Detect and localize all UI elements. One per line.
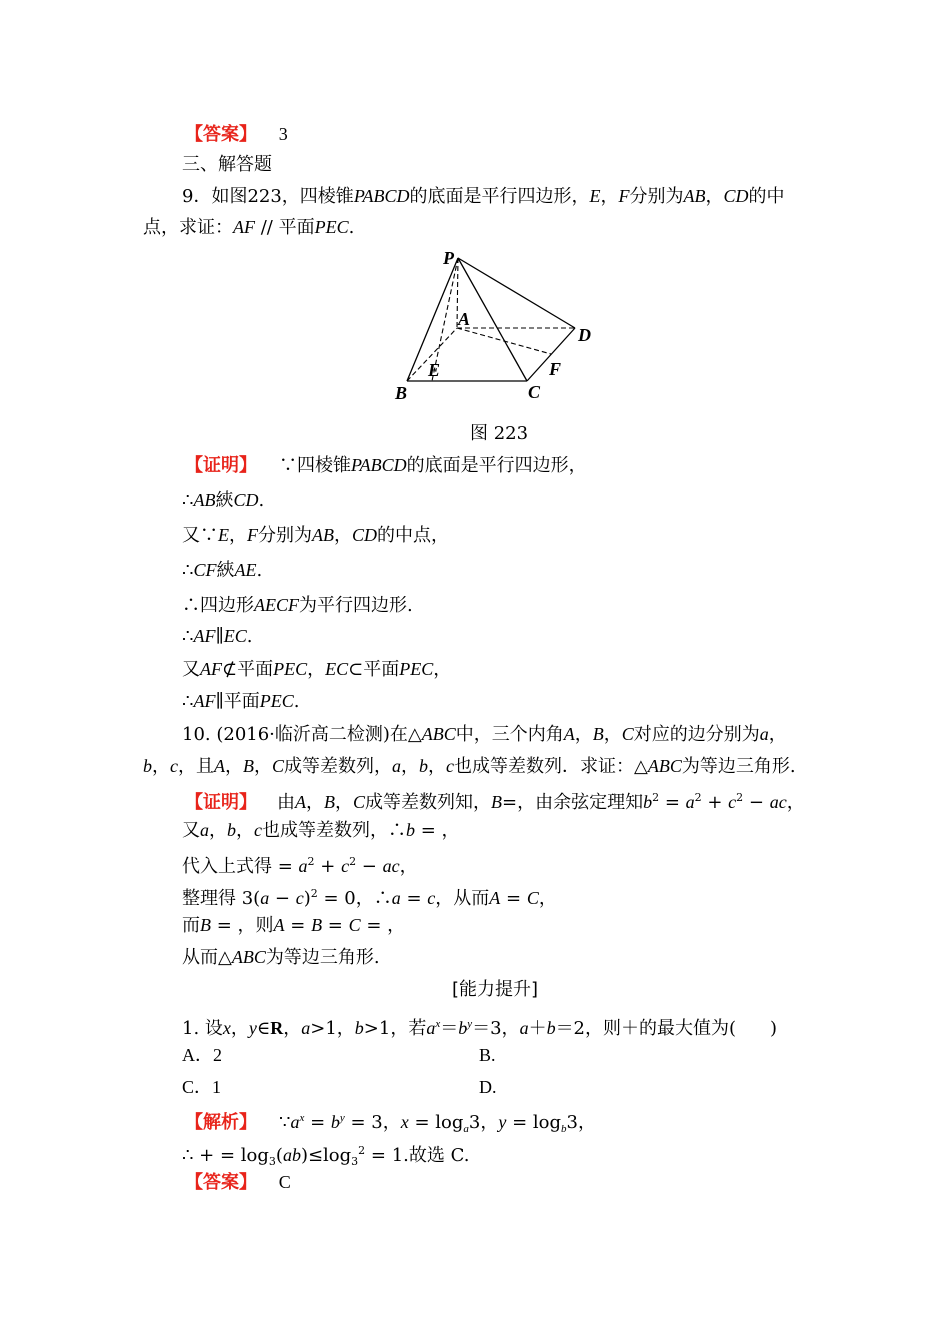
- proof-text: 为平行四边形.: [299, 595, 413, 616]
- proof9-line-7: [182, 657, 451, 682]
- proof-text: ⊂平面: [348, 659, 400, 680]
- analysis-line-2: [182, 1139, 469, 1174]
- q1-var: y: [248, 1018, 257, 1038]
- q10-text: ，: [401, 756, 420, 777]
- proof-tag: 【证明】: [185, 792, 257, 813]
- proof-text: ，: [335, 792, 353, 813]
- proof-var: B: [200, 915, 211, 935]
- proof-text: −: [269, 888, 296, 909]
- analysis-var: a: [290, 1112, 300, 1132]
- proof-var: AF: [193, 626, 216, 646]
- question-9-line-2: [143, 215, 354, 240]
- q1-var: a: [426, 1018, 436, 1038]
- proof-text: =: [284, 915, 312, 936]
- analysis-text: = log: [506, 1112, 562, 1133]
- label-A: A: [458, 309, 471, 329]
- analysis-text: 3，: [468, 1112, 499, 1133]
- q10-var: ABC: [647, 756, 682, 776]
- proof-var: PEC: [399, 659, 434, 679]
- analysis-sub: b: [561, 1123, 567, 1135]
- option-b: B.: [479, 1045, 496, 1065]
- q9-text: 的中: [748, 186, 785, 207]
- proof-sup: 2: [694, 791, 702, 804]
- q10-var: B: [592, 724, 604, 744]
- analysis-sup: 2: [358, 1144, 366, 1157]
- proof-var: c: [295, 888, 304, 908]
- proof-var: CD: [233, 490, 259, 510]
- q10-text: 为等边三角形.: [681, 756, 796, 777]
- analysis-text: (: [275, 1145, 283, 1166]
- section-heading: 三、解答题: [182, 154, 272, 175]
- q10-var: A: [214, 756, 225, 776]
- proof-var: A: [273, 915, 285, 935]
- proof10-line-2: [182, 818, 460, 843]
- proof-var: AE: [234, 560, 257, 580]
- proof-var: C: [348, 915, 361, 935]
- proof-text: ∥平面: [215, 691, 260, 712]
- proof-var: E: [218, 525, 229, 545]
- proof-text: =: [272, 856, 299, 877]
- option-a: A．2: [182, 1045, 222, 1065]
- q9-text: ，: [705, 186, 724, 207]
- proof-text: 綊: [216, 560, 235, 581]
- proof-text: ): [303, 888, 311, 909]
- proof-text: +: [314, 856, 342, 877]
- question-9-line-1: [182, 184, 785, 209]
- q10-text: ，: [152, 756, 170, 777]
- proof-sup: 2: [310, 887, 318, 900]
- proof-text: ，: [209, 820, 227, 841]
- analysis-var: ab: [282, 1145, 301, 1165]
- proof-text: = ，则: [211, 915, 274, 936]
- q10-var: B: [243, 756, 254, 776]
- proof-text: = ，: [415, 820, 460, 841]
- proof-var: c: [427, 888, 436, 908]
- q10-text: ，: [254, 756, 272, 777]
- q1-text: ，: [283, 1018, 302, 1039]
- label-E: E: [428, 360, 441, 380]
- proof-text: ，: [399, 856, 418, 877]
- proof10-line-3: [182, 850, 418, 879]
- proof-text: .: [246, 626, 253, 647]
- proof9-line-4: [182, 558, 262, 583]
- proof-var: F: [247, 525, 258, 545]
- q9-var: AF: [233, 217, 255, 237]
- q10-text: 也成等差数列．求证：△: [454, 756, 648, 777]
- proof-text: −: [743, 792, 770, 813]
- q10-text: ，: [225, 756, 243, 777]
- q1-var: R: [270, 1018, 284, 1038]
- proof-text: ∵四棱锥: [279, 455, 351, 476]
- q10-text: ，: [768, 724, 787, 745]
- analysis-text: =: [304, 1112, 331, 1133]
- proof-text: =，由余弦定理知: [502, 792, 644, 813]
- q10-text: ，: [428, 756, 447, 777]
- q9-text: 的底面是平行四边形，: [409, 186, 590, 207]
- proof10-line-4: [182, 882, 557, 911]
- proof-text: ，: [538, 888, 557, 909]
- q1-var: b: [458, 1018, 468, 1038]
- proof-text: 的中点，: [377, 525, 450, 546]
- proof-var: AB: [193, 490, 216, 510]
- proof10-line-6: [182, 945, 380, 970]
- proof-var: AF: [200, 659, 222, 679]
- analysis-sub: a: [463, 1123, 469, 1135]
- q1-var: x: [222, 1018, 231, 1038]
- proof-var: b: [227, 820, 236, 840]
- option-c: C．1: [182, 1077, 222, 1097]
- q10-var: a: [392, 756, 402, 776]
- proof-text: ，: [307, 659, 326, 680]
- q1-sup: y: [467, 1018, 473, 1030]
- q1-var: b: [354, 1018, 364, 1038]
- proof-text: ，: [786, 792, 805, 813]
- proof-var: a: [685, 792, 695, 812]
- q9-var: PABCD: [353, 186, 410, 206]
- proof-var: ac: [382, 856, 400, 876]
- q10-text: 中，三个内角: [455, 724, 564, 745]
- q1-text: ＋: [528, 1018, 547, 1039]
- proof-var: EC: [223, 626, 247, 646]
- q1-text: >1，若: [363, 1018, 427, 1039]
- proof-var: CD: [352, 525, 378, 545]
- proof-var: c: [728, 792, 737, 812]
- proof-text: +: [701, 792, 729, 813]
- q10-var: a: [759, 724, 769, 744]
- proof10-line-1: [185, 786, 805, 815]
- proof-tag: 【证明】: [185, 455, 257, 476]
- proof-var: B: [491, 792, 503, 812]
- q9-text: // 平面: [255, 217, 315, 238]
- analysis-text: ∵: [279, 1112, 291, 1133]
- proof-text: 也成等差数列，∴: [262, 820, 406, 841]
- option-d: D.: [479, 1077, 497, 1097]
- q1-text: ，: [230, 1018, 249, 1039]
- proof-text: ，: [334, 525, 352, 546]
- q10-var: ABC: [421, 724, 456, 744]
- proof-var: c: [254, 820, 262, 840]
- q10-text: 10. (2016·: [182, 724, 275, 745]
- proof-text: 又: [182, 820, 200, 841]
- proof-text: = ，: [360, 915, 406, 936]
- proof-var: A: [295, 792, 306, 812]
- pyramid-figure: [385, 248, 615, 408]
- proof-text: ，: [433, 659, 452, 680]
- question-10-line-2: [143, 754, 796, 779]
- q1-sup: x: [435, 1018, 441, 1030]
- proof-text: .: [256, 560, 263, 581]
- q9-text: 点，求证：: [143, 217, 233, 238]
- proof-var: EC: [325, 659, 349, 679]
- q1-text: ＝: [440, 1018, 459, 1039]
- proof-text: ，从而: [435, 888, 490, 909]
- proof9-line-3: [182, 523, 449, 548]
- figure-caption: 图 223: [470, 423, 529, 444]
- proof-var: PEC: [259, 691, 294, 711]
- q9-var: PEC: [314, 217, 349, 237]
- proof-text: ∴: [182, 490, 194, 511]
- proof-text: 而: [182, 915, 200, 936]
- proof-text: ，: [229, 525, 247, 546]
- proof-var: B: [324, 792, 335, 812]
- proof-var: PEC: [273, 659, 308, 679]
- q10-var: C: [621, 724, 634, 744]
- q10-var: c: [170, 756, 178, 776]
- question-10-line-1: [182, 722, 787, 747]
- q10-var: C: [272, 756, 285, 776]
- proof-sup: 2: [736, 791, 744, 804]
- analysis-text: = 1.故选 C.: [365, 1145, 470, 1166]
- q9-var: E: [589, 186, 601, 206]
- label-C: C: [528, 382, 541, 402]
- q9-var: AB: [683, 186, 706, 206]
- answer-line-2: [185, 1170, 291, 1195]
- proof-var: CF: [193, 560, 217, 580]
- proof9-line-8: [182, 689, 300, 714]
- proof-text: ⊄平面: [222, 659, 274, 680]
- proof-var: B: [311, 915, 323, 935]
- proof-sup: 2: [349, 855, 357, 868]
- proof-text: ，: [306, 792, 324, 813]
- proof-var: AF: [193, 691, 216, 711]
- proof-var: a: [200, 820, 209, 840]
- proof-text: ∴: [182, 626, 194, 647]
- answer-value: 3: [278, 124, 288, 144]
- proof-text: 成等差数列知，: [365, 792, 492, 813]
- analysis-line-1: [185, 1106, 596, 1141]
- q10-var: b: [143, 756, 152, 776]
- proof-text: 又∵: [182, 525, 218, 546]
- q10-text: )在△: [382, 724, 422, 745]
- q9-text: 分别为: [629, 186, 684, 207]
- analysis-sup: y: [339, 1112, 345, 1124]
- proof-var: a: [298, 856, 308, 876]
- proof-var: b: [406, 820, 415, 840]
- q10-text: ，且: [178, 756, 214, 777]
- proof-var: a: [260, 888, 270, 908]
- q9-var: CD: [723, 186, 749, 206]
- analysis-sup: x: [299, 1112, 305, 1124]
- proof9-line-2: [182, 488, 264, 513]
- analysis-sub: 3: [268, 1155, 276, 1168]
- proof-var: ac: [769, 792, 787, 812]
- proof-text: 又: [182, 659, 200, 680]
- q1-text: ＝3，: [472, 1018, 520, 1039]
- proof-text: ∴: [182, 560, 194, 581]
- q9-text: 9．如图223，四棱锥: [182, 186, 354, 207]
- question-1-line: [182, 1012, 777, 1041]
- proof10-line-5: [182, 913, 405, 938]
- proof-text: 为等边三角形.: [265, 947, 380, 968]
- proof-text: 綊: [215, 490, 234, 511]
- analysis-sub: 3: [351, 1155, 359, 1168]
- q1-var: a: [519, 1018, 529, 1038]
- proof-text: 从而△: [182, 947, 232, 968]
- q1-text: 1. 设: [182, 1018, 223, 1039]
- proof-text: 分别为: [258, 525, 312, 546]
- q10-text: 对应的边分别为: [633, 724, 760, 745]
- proof-text: 的底面是平行四边形，: [406, 455, 587, 476]
- proof-text: =: [322, 915, 349, 936]
- proof-text: =: [500, 888, 527, 909]
- analysis-var: x: [400, 1112, 409, 1132]
- q1-text: ): [770, 1018, 778, 1039]
- q10-text: ，: [603, 724, 622, 745]
- q10-var: c: [446, 756, 455, 776]
- proof9-line-1: [185, 453, 587, 478]
- proof-text: = 0，∴: [317, 888, 392, 909]
- answer-tag: 【答案】: [185, 124, 257, 145]
- proof9-line-5: [182, 593, 413, 618]
- proof-text: −: [356, 856, 383, 877]
- proof-var: a: [391, 888, 401, 908]
- analysis-tag: 【解析】: [185, 1112, 257, 1133]
- proof-var: C: [353, 792, 366, 812]
- analysis-text: = 3，: [344, 1112, 401, 1133]
- proof-var: A: [489, 888, 501, 908]
- q9-text: .: [348, 217, 355, 238]
- proof-text: =: [400, 888, 428, 909]
- proof-var: ABC: [231, 947, 266, 967]
- q1-var: a: [301, 1018, 311, 1038]
- proof-sup: 2: [307, 855, 315, 868]
- label-P: P: [443, 248, 454, 268]
- q1-text: >1，: [310, 1018, 355, 1039]
- proof-text: 代入上式得: [182, 856, 272, 877]
- proof-var: PABCD: [351, 455, 407, 475]
- label-B: B: [395, 383, 408, 403]
- proof-var: c: [341, 856, 350, 876]
- q1-text: ＝2，则＋的最大值为(: [555, 1018, 737, 1039]
- analysis-text: )≤log: [300, 1145, 352, 1166]
- q10-text: ，: [574, 724, 593, 745]
- proof-text: 由: [277, 792, 295, 813]
- q1-text: ∈: [256, 1018, 271, 1039]
- proof-var: AB: [312, 525, 334, 545]
- proof-var: C: [526, 888, 539, 908]
- proof-text: ∴: [182, 691, 194, 712]
- analysis-text: = log: [408, 1112, 464, 1133]
- q9-text: ，: [600, 186, 619, 207]
- proof-sup: 2: [652, 791, 660, 804]
- proof-var: b: [643, 792, 653, 812]
- answer-value: C: [278, 1172, 291, 1192]
- analysis-var: y: [498, 1112, 507, 1132]
- ability-heading: [能力提升]: [452, 979, 539, 1000]
- q10-var: b: [419, 756, 429, 776]
- q10-var: A: [563, 724, 575, 744]
- proof9-line-6: [182, 624, 253, 649]
- label-D: D: [578, 325, 591, 345]
- answer-tag: 【答案】: [185, 1172, 257, 1193]
- proof-text: ∴四边形: [182, 595, 254, 616]
- analysis-text: ∴ + = log: [182, 1145, 269, 1166]
- q1-var: b: [546, 1018, 556, 1038]
- q10-text: 成等差数列，: [284, 756, 393, 777]
- answer-line: [185, 122, 288, 147]
- proof-text: .: [293, 691, 300, 712]
- analysis-var: b: [330, 1112, 340, 1132]
- proof-var: AECF: [254, 595, 299, 615]
- proof-text: ∥: [215, 626, 224, 647]
- proof-text: =: [659, 792, 686, 813]
- proof-text: 整理得 3(: [182, 888, 261, 909]
- label-F: F: [549, 359, 562, 379]
- proof-text: .: [258, 490, 265, 511]
- q9-var: F: [618, 186, 630, 206]
- analysis-text: 3，: [566, 1112, 596, 1133]
- q10-source: 临沂高二检测: [274, 724, 383, 745]
- proof-text: ，: [236, 820, 254, 841]
